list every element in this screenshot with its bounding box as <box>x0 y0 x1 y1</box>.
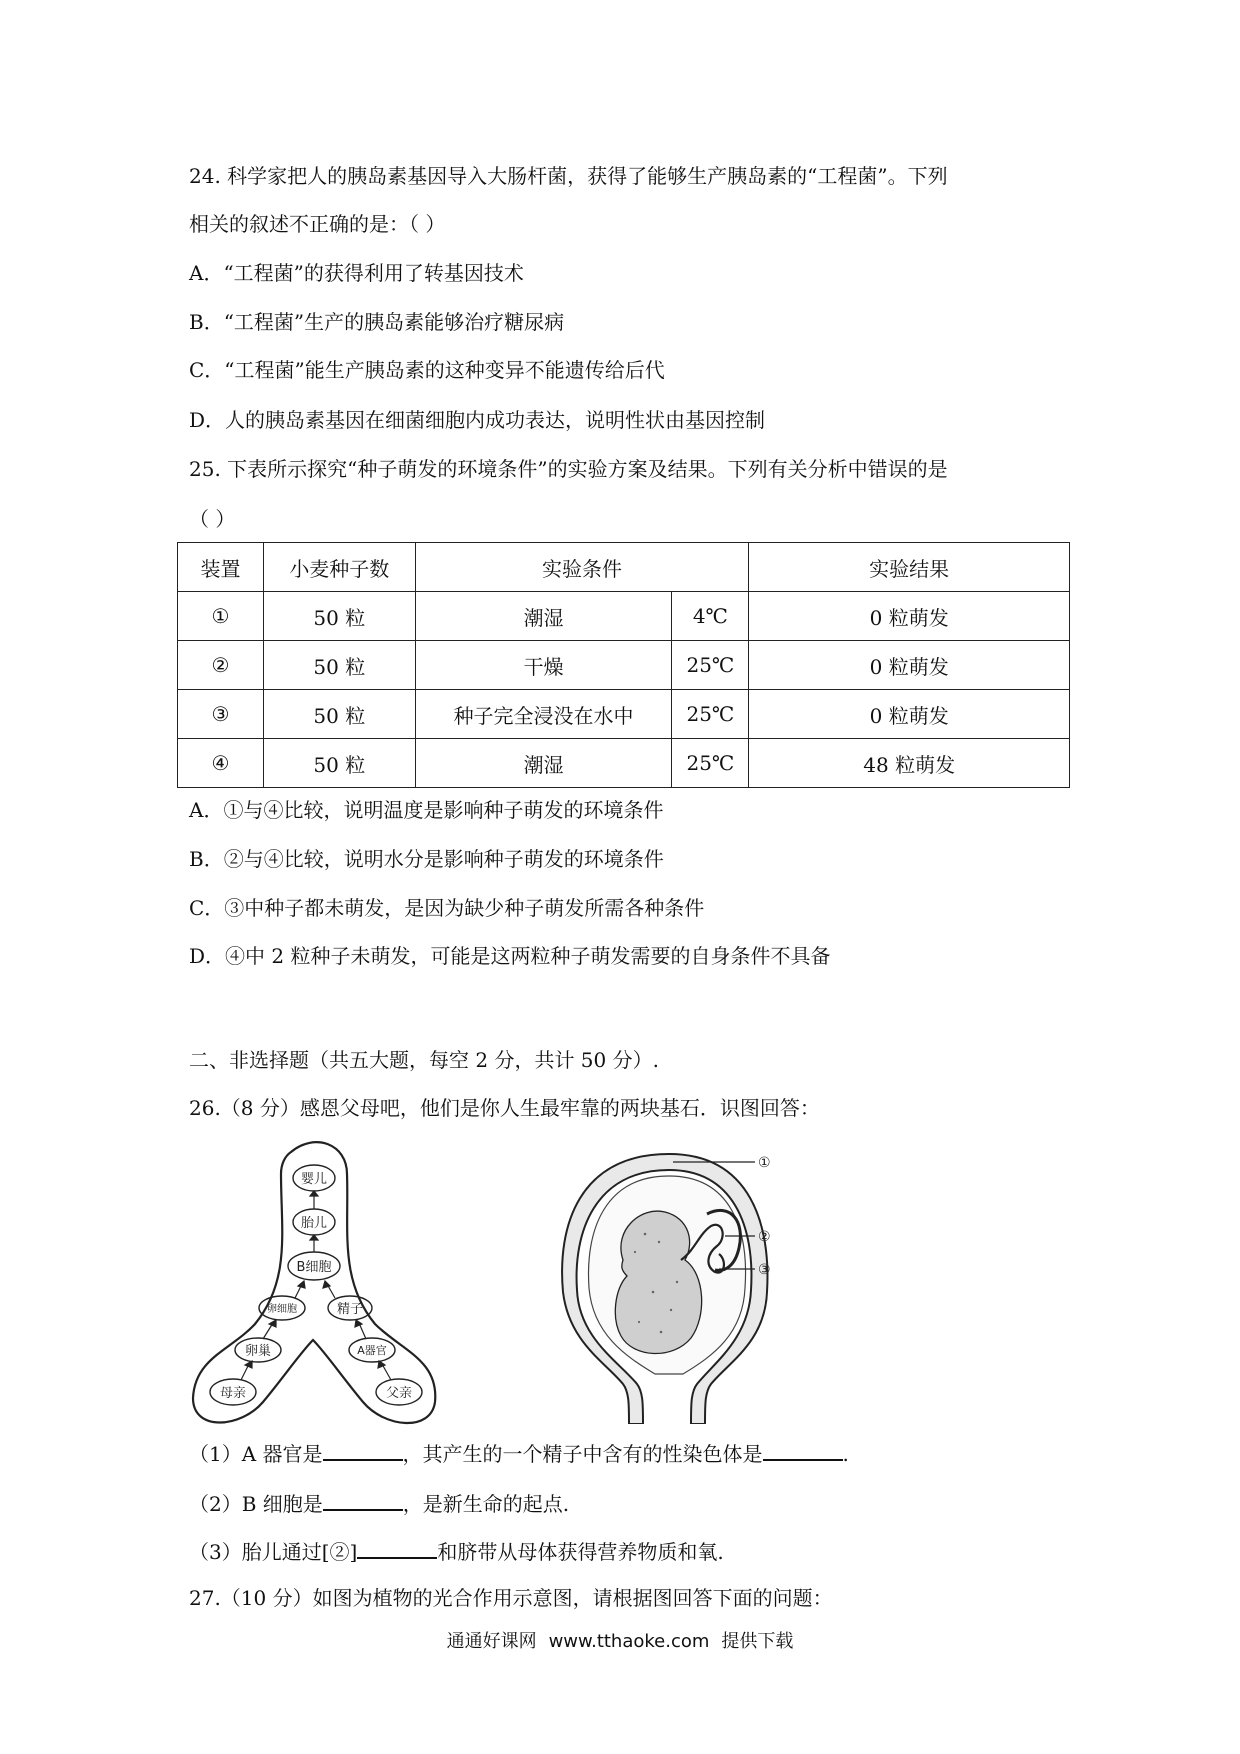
cell-device: ① <box>178 592 264 641</box>
reproduction-flow-diagram <box>189 1140 444 1425</box>
answer-blank[interactable] <box>357 1535 437 1559</box>
q24-option-b: B．“工程菌”生产的胰岛素能够治疗糖尿病 <box>189 310 565 334</box>
footer-url[interactable]: www.tthaoke.com <box>548 1631 710 1652</box>
page-footer <box>0 1627 1240 1653</box>
q26-sub1-text-a: （1）A 器官是 <box>189 1442 323 1466</box>
node-egg-cell: 卵细胞 <box>267 1304 297 1315</box>
q26-sub3-text-b: 和脐带从母体获得营养物质和氧. <box>437 1540 724 1564</box>
q26-sub2-text-a: （2）B 细胞是 <box>189 1492 323 1516</box>
table-row <box>178 739 1070 788</box>
cell-result: 0 粒萌发 <box>749 690 1070 739</box>
header-device: 装置 <box>178 543 264 592</box>
node-mother: 母亲 <box>219 1386 247 1401</box>
cell-seed-count: 50 粒 <box>263 641 415 690</box>
header-condition: 实验条件 <box>415 543 749 592</box>
cell-condition: 潮湿 <box>415 739 672 788</box>
q26-sub2 <box>189 1487 569 1518</box>
q27-stem: 27.（10 分）如图为植物的光合作用示意图，请根据图回答下面的问题： <box>189 1586 833 1610</box>
node-b-cell: B细胞 <box>296 1260 332 1275</box>
node-organ-a: A器官 <box>357 1344 387 1357</box>
q25-option-d: D．④中 2 粒种子未萌发，可能是这两粒种子萌发需要的自身条件不具备 <box>189 944 831 968</box>
q24-option-c: C．“工程菌”能生产胰岛素的这种变异不能遗传给后代 <box>189 358 665 382</box>
q26-sub1 <box>189 1437 849 1468</box>
cell-seed-count: 50 粒 <box>263 739 415 788</box>
cell-condition: 潮湿 <box>415 592 672 641</box>
header-seed-count: 小麦种子数 <box>263 543 415 592</box>
cell-result: 0 粒萌发 <box>749 641 1070 690</box>
q25-option-c: C．③中种子都未萌发，是因为缺少种子萌发所需各种条件 <box>189 896 705 920</box>
table-header-row <box>178 543 1070 592</box>
cell-device: ② <box>178 641 264 690</box>
node-ovary: 卵巢 <box>244 1344 272 1359</box>
footer-action: 提供下载 <box>721 1631 794 1652</box>
footer-site: 通通好课网 <box>446 1631 537 1652</box>
node-father: 父亲 <box>385 1386 413 1401</box>
cell-temperature: 4℃ <box>672 592 749 641</box>
fetus-shape <box>615 1211 701 1353</box>
q24-stem-line2: 相关的叙述不正确的是：（ ） <box>189 212 446 236</box>
q26-sub1-text-c: . <box>842 1442 849 1466</box>
node-fetus: 胎儿 <box>300 1216 328 1231</box>
q25-stem-line1: 25. 下表所示探究“种子萌发的环境条件”的实验方案及结果。下列有关分析中错误的是 <box>189 457 948 481</box>
label-2: ② <box>758 1229 771 1245</box>
q24-option-d: D．人的胰岛素基因在细菌细胞内成功表达，说明性状由基因控制 <box>189 408 766 432</box>
cell-condition: 种子完全浸没在水中 <box>415 690 672 739</box>
q26-sub2-text-b: ，是新生命的起点. <box>402 1492 570 1516</box>
table-row <box>178 592 1070 641</box>
label-3: ③ <box>758 1262 771 1278</box>
q24-stem-line1: 24. 科学家把人的胰岛素基因导入大肠杆菌，获得了能够生产胰岛素的“工程菌”。下列 <box>189 164 948 188</box>
uterus-fetus-diagram <box>555 1142 815 1424</box>
q25-stem-line2: （ ） <box>189 507 236 531</box>
q24-option-a: A．“工程菌”的获得利用了转基因技术 <box>189 261 524 285</box>
section-heading: 二、非选择题（共五大题，每空 2 分，共计 50 分）. <box>189 1048 659 1072</box>
cell-seed-count: 50 粒 <box>263 592 415 641</box>
q25-option-a: A．①与④比较，说明温度是影响种子萌发的环境条件 <box>189 798 664 822</box>
q26-sub3 <box>189 1535 724 1566</box>
cell-condition: 干燥 <box>415 641 672 690</box>
cell-result: 0 粒萌发 <box>749 592 1070 641</box>
answer-blank[interactable] <box>763 1437 843 1461</box>
header-result: 实验结果 <box>749 543 1070 592</box>
label-1: ① <box>758 1155 771 1171</box>
experiment-table <box>177 542 1070 788</box>
q25-option-b: B．②与④比较，说明水分是影响种子萌发的环境条件 <box>189 847 664 871</box>
node-sperm: 精子 <box>336 1302 364 1317</box>
table-row <box>178 641 1070 690</box>
q26-sub3-text-a: （3）胎儿通过[②] <box>189 1540 358 1564</box>
cell-temperature: 25℃ <box>672 690 749 739</box>
q26-sub1-text-b: ，其产生的一个精子中含有的性染色体是 <box>402 1442 763 1466</box>
node-infant: 婴儿 <box>300 1172 328 1187</box>
q26-stem: 26.（8 分）感恩父母吧，他们是你人生最牢靠的两块基石．识图回答： <box>189 1096 820 1120</box>
answer-blank[interactable] <box>323 1487 403 1511</box>
table-row <box>178 690 1070 739</box>
answer-blank[interactable] <box>323 1437 403 1461</box>
cell-device: ④ <box>178 739 264 788</box>
cell-temperature: 25℃ <box>672 739 749 788</box>
cell-seed-count: 50 粒 <box>263 690 415 739</box>
cell-device: ③ <box>178 690 264 739</box>
cell-temperature: 25℃ <box>672 641 749 690</box>
cell-result: 48 粒萌发 <box>749 739 1070 788</box>
